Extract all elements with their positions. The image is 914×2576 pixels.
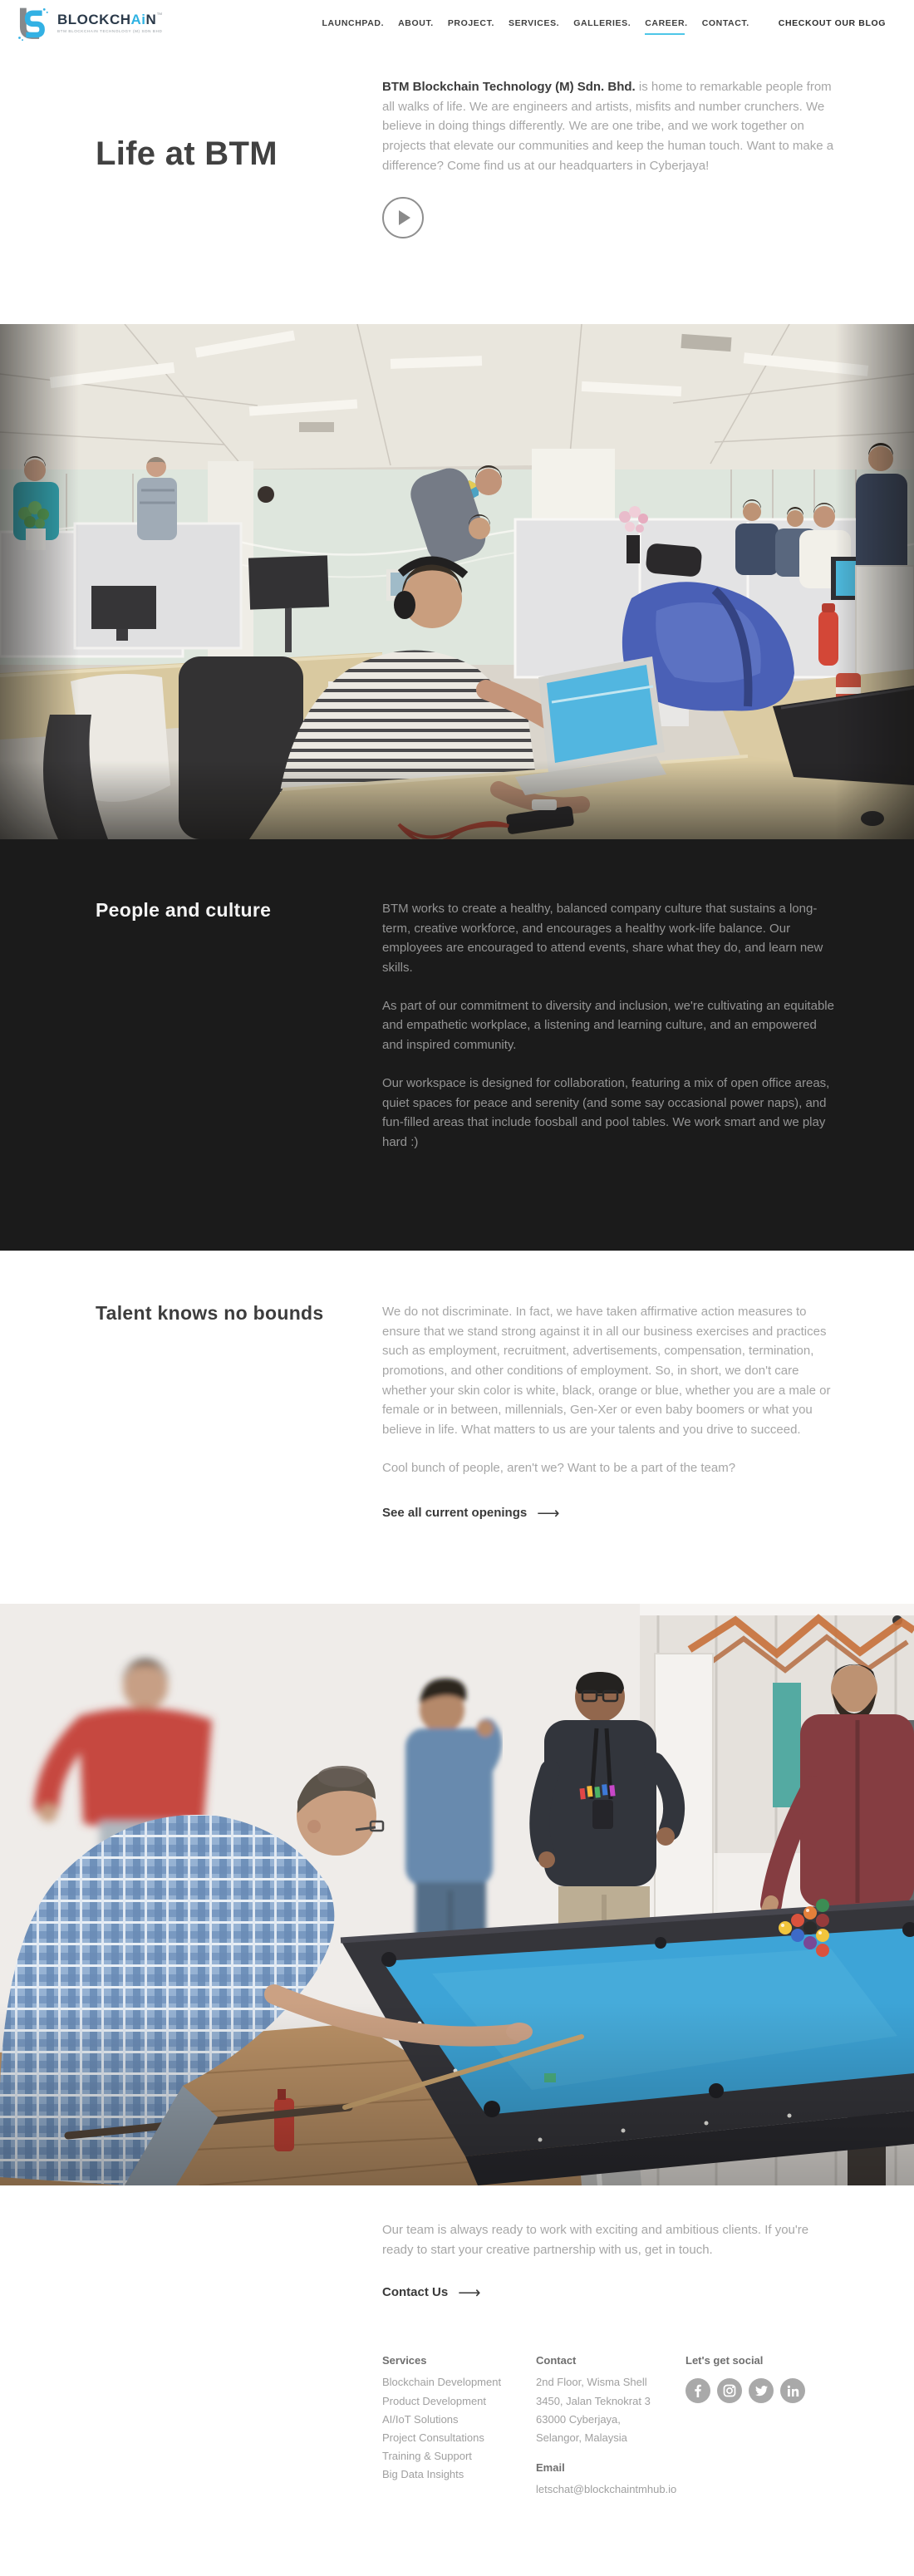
brand-wordmark: BLOCKCHAiN™ [57, 12, 163, 27]
office-photo [0, 324, 914, 839]
culture-paragraph-1: BTM works to create a healthy, balanced company culture that sustains a long-term, creative workforce, and encourages a healthy work-life balance. Our employees are encouraged to attend events, share what they do, and learn new skills. [382, 902, 823, 976]
pool-table-photo [0, 1604, 914, 2185]
hero-section [0, 46, 914, 324]
footer-service-item[interactable]: Big Data Insights [382, 2467, 464, 2480]
footer-social-heading: Let's get social [686, 2354, 764, 2367]
long-arrow-right-icon: ⟶ [537, 1504, 560, 1522]
talent-heading: Talent knows no bounds [96, 1302, 324, 1324]
footer-section [0, 2185, 914, 2576]
facebook-icon[interactable] [686, 2378, 710, 2403]
play-icon [399, 210, 410, 225]
see-openings-link[interactable]: See all current openings ⟶ [382, 1504, 560, 1522]
linkedin-icon[interactable] [780, 2378, 805, 2403]
nav-item-services[interactable]: SERVICES. [508, 17, 560, 28]
footer-service-item[interactable]: Product Development [382, 2394, 487, 2407]
footer-service-item[interactable]: Project Consultations [382, 2431, 484, 2444]
footer-services-heading: Services [382, 2354, 427, 2367]
culture-section [0, 839, 914, 1251]
footer-services [382, 2352, 536, 2499]
footer-email-heading: Email [536, 2460, 565, 2474]
footer-email[interactable]: letschat@blockchaintmhub.io [536, 2482, 677, 2495]
hero-intro-text: BTM Blockchain Technology (M) Sdn. Bhd. is home to remarkable people from all walks of life. We are engineers and artists, misfits and number crunchers. We believe in doing things differently. We are one tribe, and we work together on projects that elevate our communities and keep the human touch. Want to make a difference? Come find us at our headquarters in Cyberjaya! [382, 80, 834, 173]
main-nav [322, 18, 886, 28]
talent-paragraph-2: Cool bunch of people, aren't we? Want to be a part of the team? [382, 1460, 736, 1475]
brand-logo[interactable] [17, 6, 163, 41]
talent-paragraph-1: We do not discriminate. In fact, we have taken affirmative action measures to ensure that we stand strong against it in all our business exercises and practices such as employment, recruitment, advertisements, compensation, termination, promotions, and other conditions of employment. So, in short, we don't care whether your skin color is white, black, orange or blue, whether you are a male or female or in between, millennials, Gen-Xer or even baby boomers or what you believe in life. What matters to us are your talents and you drive to succeed. [382, 1305, 831, 1438]
nav-item-galleries[interactable]: GALLERIES. [573, 17, 631, 28]
instagram-icon[interactable] [717, 2378, 742, 2403]
footer-contact-heading: Contact [536, 2354, 577, 2367]
nav-item-career[interactable]: CAREER. [645, 17, 688, 28]
culture-paragraph-3: Our workspace is designed for collaboration, featuring a mix of open office areas, quiet spaces for peace and serenity (and some say occasional power naps), and fun-filled areas that include foosball and pool tables. We work smart and we play hard :) [382, 1075, 830, 1149]
page-title: Life at BTM [96, 135, 278, 172]
play-video-button[interactable] [382, 197, 424, 238]
nav-item-blog[interactable]: CHECKOUT OUR BLOG [778, 17, 886, 28]
contact-us-link[interactable]: Contact Us ⟶ [382, 2284, 481, 2303]
footer-social [686, 2352, 805, 2499]
nav-item-about[interactable]: ABOUT. [398, 17, 434, 28]
nav-item-launchpad[interactable]: LAUNCHPAD. [322, 17, 385, 28]
nav-item-project[interactable]: PROJECT. [447, 17, 494, 28]
nav-item-contact[interactable]: CONTACT. [701, 17, 749, 28]
culture-paragraph-2: As part of our commitment to diversity and inclusion, we're cultivating an equitable and empathetic workplace, a listening and learning culture, and an empowered and inspired community. [382, 998, 834, 1053]
footer-service-item[interactable]: Training & Support [382, 2449, 472, 2462]
footer-contact [536, 2352, 686, 2499]
footer-service-item[interactable]: AI/IoT Solutions [382, 2412, 459, 2426]
footer-service-item[interactable]: Blockchain Development [382, 2376, 502, 2389]
footer-columns [382, 2352, 914, 2499]
address-line: 63000 Cyberjaya, [536, 2412, 621, 2426]
address-line: Selangor, Malaysia [536, 2431, 627, 2444]
talent-section [0, 1251, 914, 1604]
long-arrow-right-icon: ⟶ [458, 2284, 481, 2303]
brand-logomark-icon [17, 6, 52, 41]
twitter-icon[interactable] [749, 2378, 774, 2403]
address-line: 2nd Floor, Wisma Shell [536, 2376, 647, 2389]
brand-tagline: BTM BLOCKCHAIN TECHNOLOGY (M) SDN BHD [57, 29, 163, 33]
site-header [0, 0, 914, 46]
address-line: 3450, Jalan Teknokrat 3 [536, 2394, 651, 2407]
culture-heading: People and culture [96, 899, 272, 921]
outro-text: Our team is always ready to work with exciting and ambitious clients. If you're ready to start your creative partnership with us, get in touch. [382, 2223, 809, 2257]
